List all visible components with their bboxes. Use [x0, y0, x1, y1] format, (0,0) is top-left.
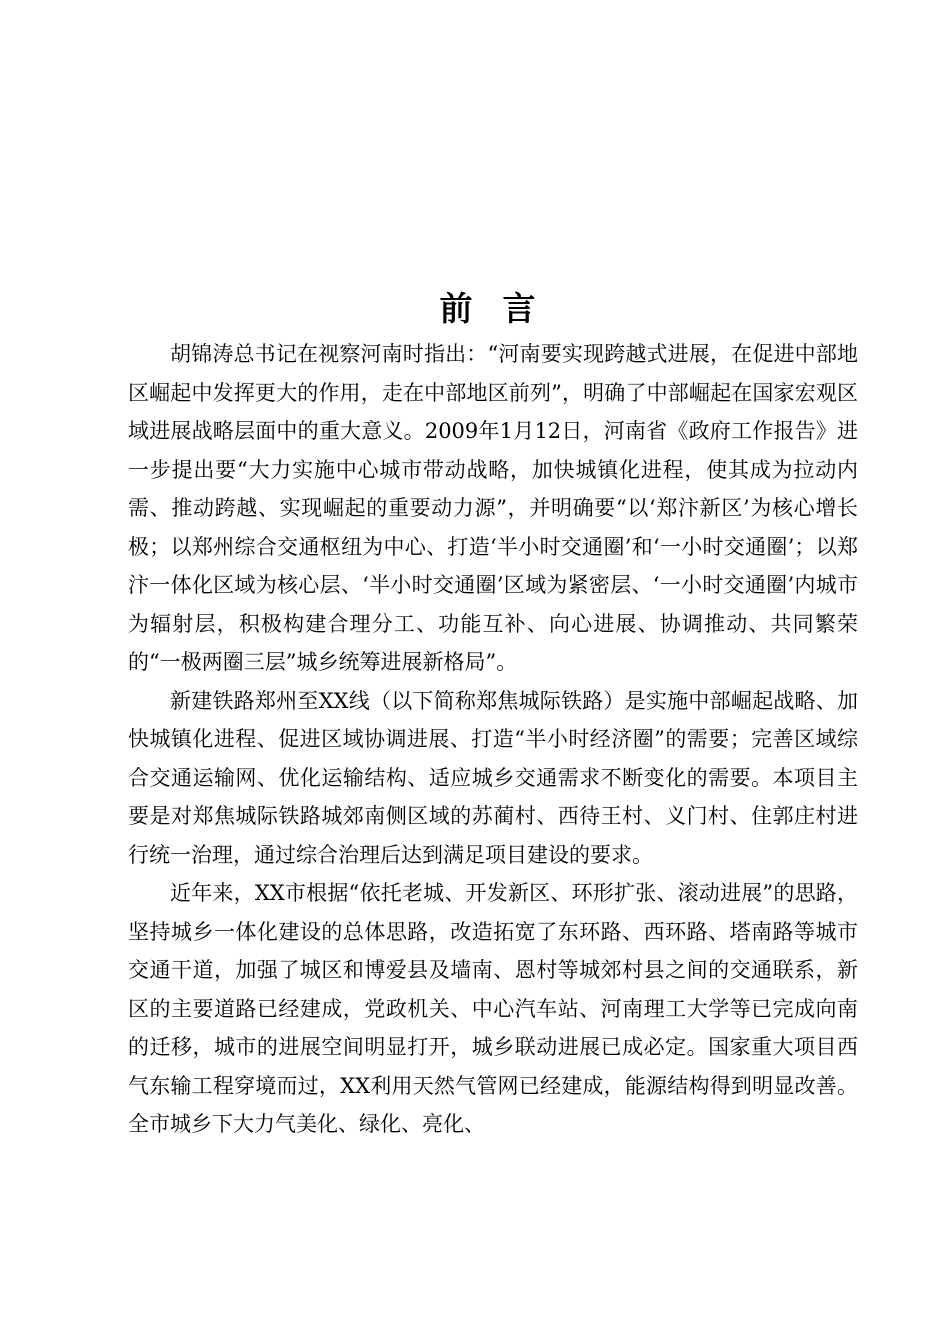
paragraph-1: 胡锦涛总书记在视察河南时指出：“河南要实现跨越式进展，在促进中部地区崛起中发挥更大的作用，走在中部地区前列”，明确了中部崛起在国家宏观区域进展战略层面中的重大意义。2009年1月12日，河南省《政府工作报告》进一步提出要“大力实施中心城市带动战略，加快城镇化进程，使其成为拉动内需、推动跨越、实现崛起的重要动力源”，并明确要“以‘郑汴新区’为核心增长极；以郑州综合交通枢纽为中心、打造‘半小时交通圈’和‘一小时交通圈’；以郑汴一体化区域为核心层、‘半小时交通圈’区域为紧密层、‘一小时交通圈’内城市为辐射层，积极构建合理分工、功能互补、向心进展、协调推动、共同繁荣的“一极两圈三层”城乡统筹进展新格局”。	[128, 342, 858, 674]
paragraph-3: 近年来，XX市根据“依托老城、开发新区、环形扩张、滚动进展”的思路，坚持城乡一体化建设的总体思路，改造拓宽了东环路、西环路、塔南路等城市交通干道，加强了城区和博爱县及墙南、恩村等城郊村县之间的交通联系，新区的主要道路已经建成，党政机关、中心汽车站、河南理工大学等已完成向南的迁移，城市的进展空间明显打开，城乡联动进展已成必定。国家重大项目西气东输工程穿境而过，XX利用天然气管网已经建成，能源结构得到明显改善。全市城乡下大力气美化、绿化、亮化、	[128, 881, 858, 1136]
title-char-2: 言	[502, 289, 536, 329]
preface-body	[128, 335, 858, 1144]
page-title	[0, 284, 950, 334]
paragraph-2: 新建铁路郑州至XX线（以下简称郑焦城际铁路）是实施中部崛起战略、加快城镇化进程、促进区域协调进展、打造“半小时经济圈”的需要；完善区域综合交通运输网、优化运输结构、适应城乡交通需求不断变化的需要。本项目主要是对郑焦城际铁路城郊南侧区域的苏蔺村、西待王村、义门村、住郭庄村进行统一治理，通过综合治理后达到满足项目建设的要求。	[128, 688, 858, 867]
title-char-1: 前	[439, 289, 473, 329]
